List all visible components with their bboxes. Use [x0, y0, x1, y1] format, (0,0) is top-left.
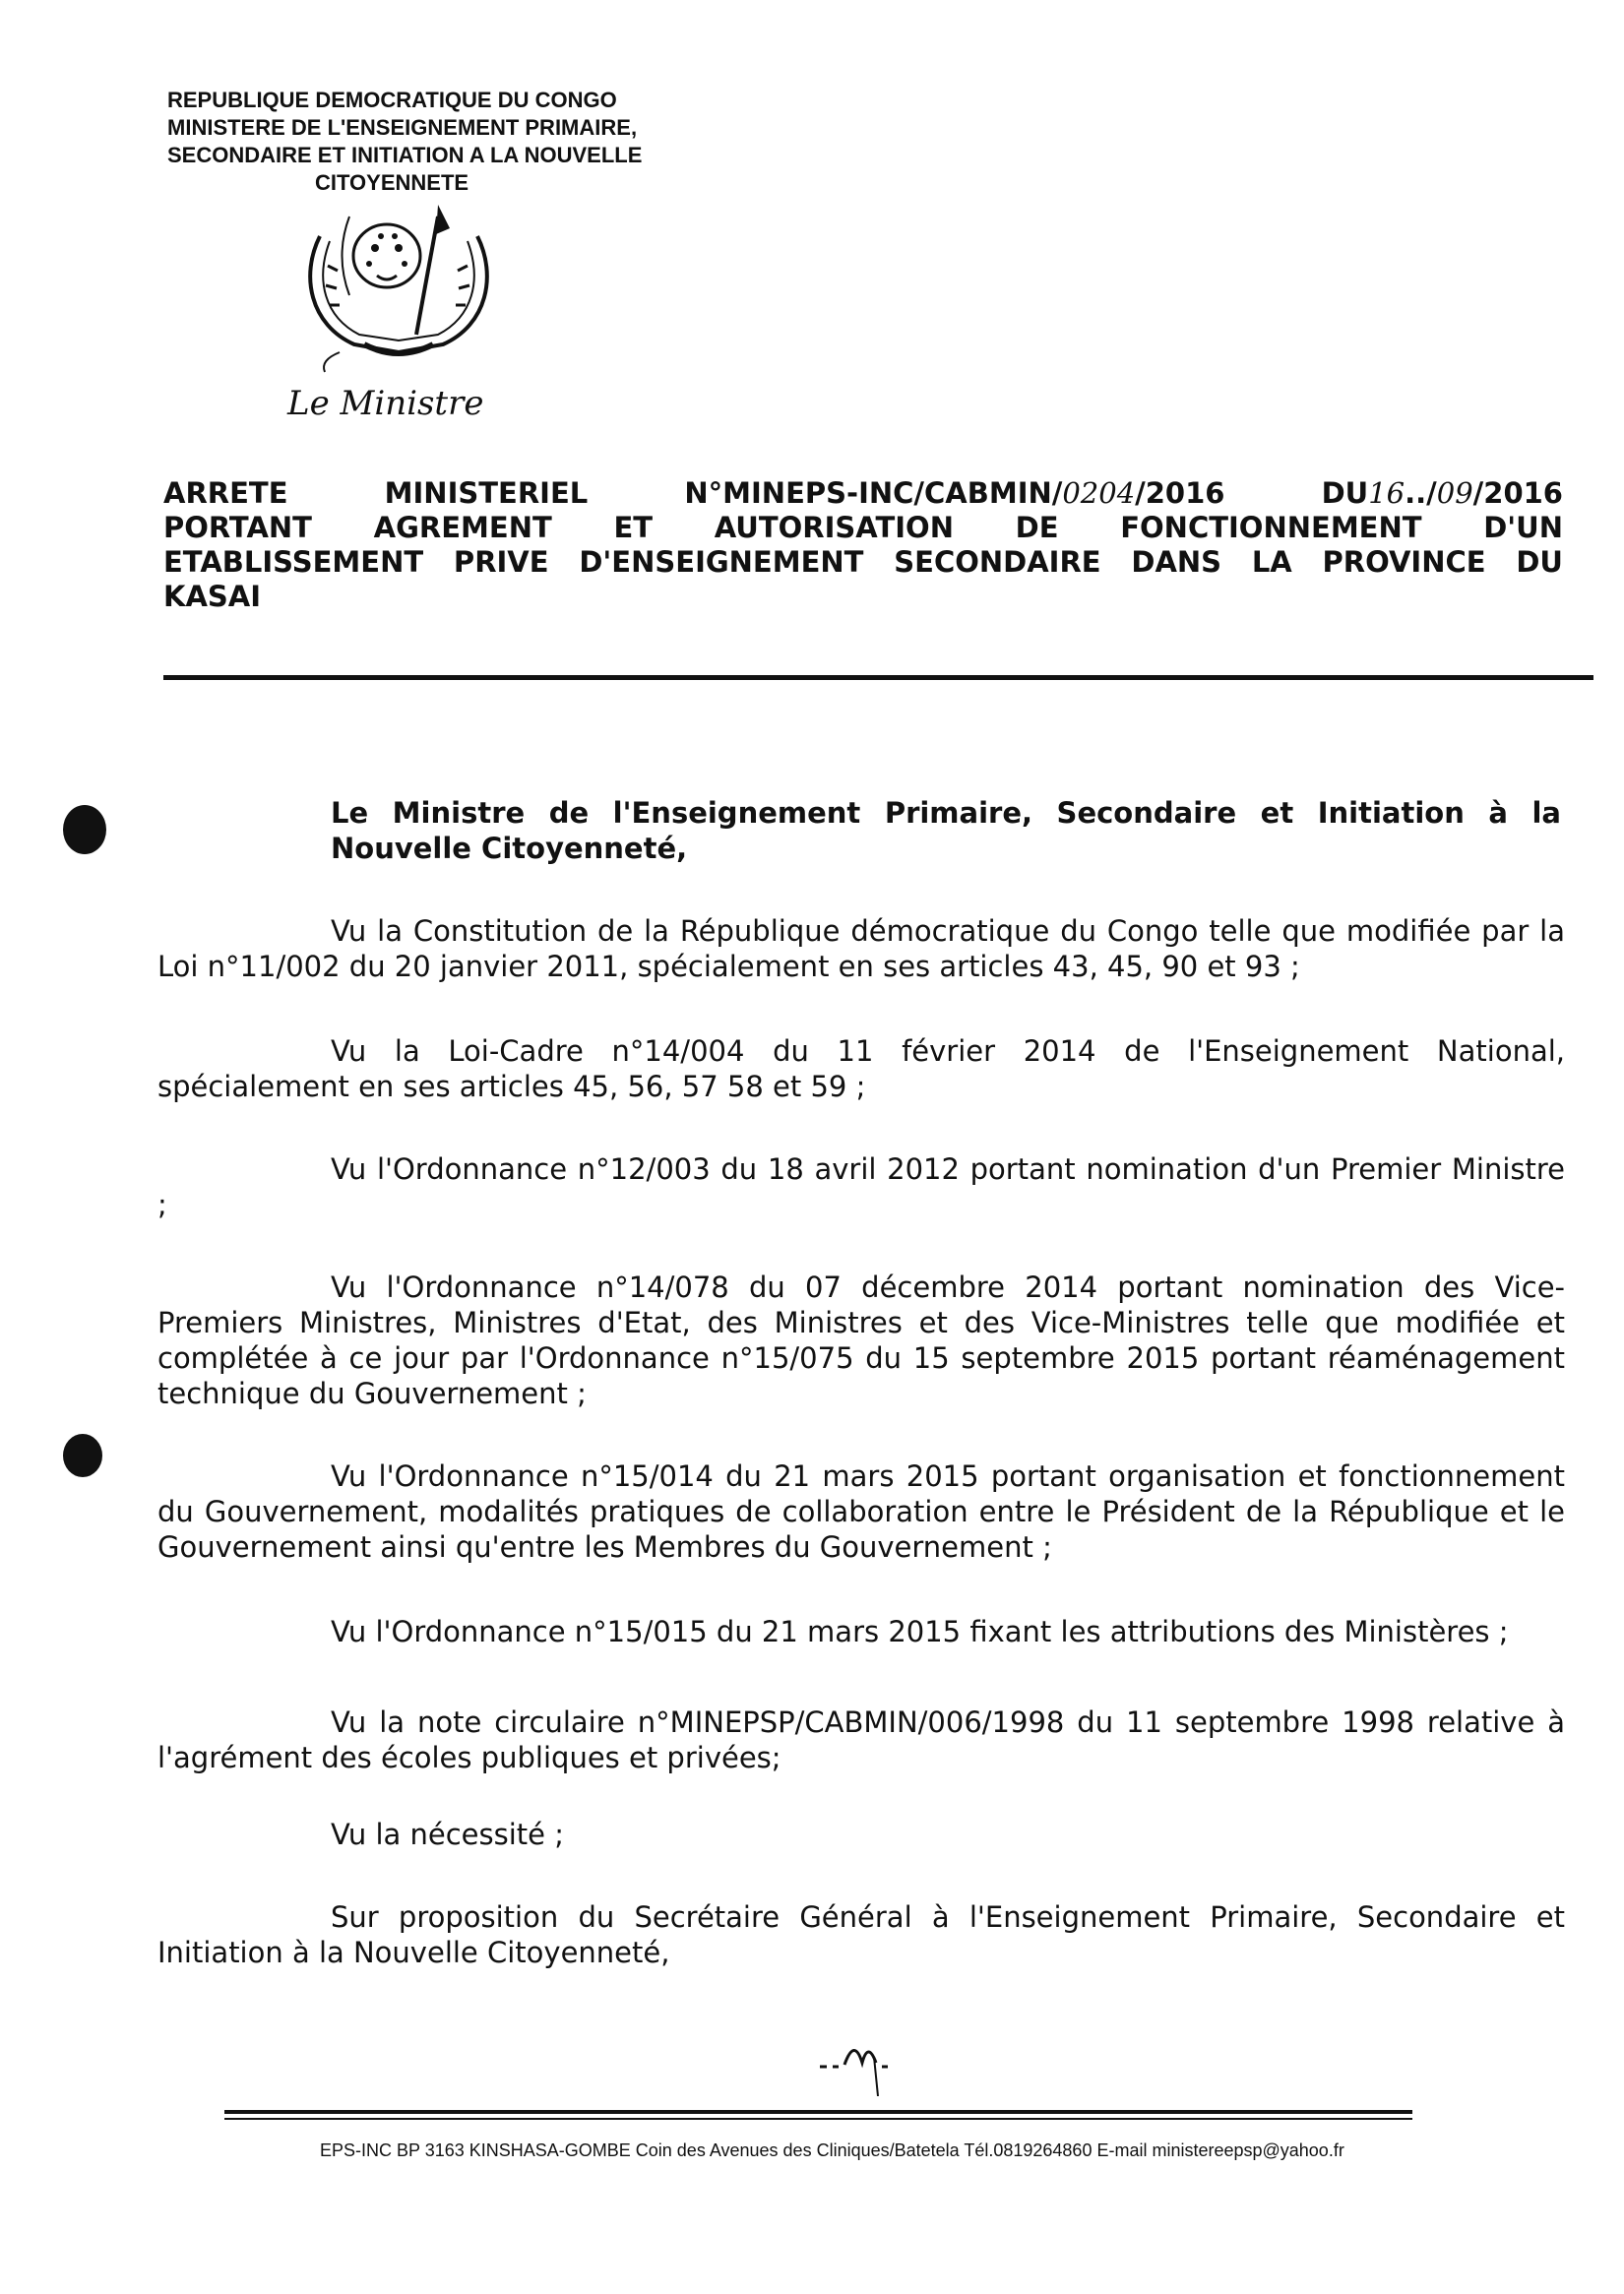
preamble-item-ordonnance-organisation: Vu l'Ordonnance n°15/014 du 21 mars 2015 portant organisation et fonctionnement du Gouvernement, modalités pratiques de collaboration entre le Président de la République et le Gouvernement ainsi qu'entre les Membres du Gouvernement ; — [157, 1459, 1565, 1564]
decree-number-handwritten: 0204 — [1062, 476, 1136, 510]
footer-contact: EPS-INC BP 3163 KINSHASA-GOMBE Coin des Avenues des Cliniques/Batetela Tél.0819264860 E-mail ministereepsp@yahoo.fr — [320, 2140, 1344, 2160]
letterhead-line-citizenship: CITOYENNETE — [315, 170, 469, 195]
coat-of-arms-leopard-icon — [281, 197, 517, 374]
decree-date: DU16../09/2016 — [1321, 476, 1563, 510]
decree-date-day: 16 — [1368, 476, 1405, 510]
letterhead — [167, 87, 718, 197]
preamble-item-constitution: Vu la Constitution de la République démocratique du Congo telle que modifiée par la Loi n°11/002 du 20 janvier 2011, spécialement en ses articles 43, 45, 90 et 93 ; — [157, 914, 1565, 983]
footer-divider-thin — [224, 2118, 1412, 2120]
letterhead-line-republic: REPUBLIQUE DEMOCRATIQUE DU CONGO — [167, 88, 617, 112]
decree-title-line-4: KASAI — [163, 580, 262, 613]
preamble-item-note-circulaire: Vu la note circulaire n°MINEPSP/CABMIN/006/1998 du 11 septembre 1998 relative à l'agrément des écoles publiques et privées; — [157, 1705, 1565, 1774]
preamble-item-ordonnance-attributions: Vu l'Ordonnance n°15/015 du 21 mars 2015 fixant les attributions des Ministères ; — [331, 1615, 1509, 1648]
preamble-item-proposition: Sur proposition du Secrétaire Général à l'Enseignement Primaire, Secondaire et Initiation à la Nouvelle Citoyenneté, — [157, 1900, 1565, 1969]
letterhead-line-ministry: MINISTERE DE L'ENSEIGNEMENT PRIMAIRE, — [167, 115, 638, 140]
decree-title — [163, 476, 1563, 614]
handwritten-initials — [815, 2027, 904, 2096]
decree-label: ARRETE MINISTERIEL — [163, 476, 589, 510]
decree-reference-line — [163, 476, 1563, 511]
decree-title-line-2: PORTANT AGREMENT ET AUTORISATION DE FONCTIONNEMENT D'UN — [163, 511, 1563, 544]
letterhead-line-ministry-cont: SECONDAIRE ET INITIATION A LA NOUVELLE — [167, 143, 643, 167]
decree-date-month: 09 — [1436, 476, 1473, 510]
decree-number: N°MINEPS-INC/CABMIN/0204/2016 — [684, 476, 1225, 510]
minister-signature-title: Le Ministre — [287, 384, 484, 423]
preamble-item-ordonnance-premier-ministre: Vu l'Ordonnance n°12/003 du 18 avril 2012 portant nomination d'un Premier Ministre ; — [157, 1152, 1565, 1221]
decree-title-line-3: ETABLISSEMENT PRIVE D'ENSEIGNEMENT SECONDAIRE DANS LA PROVINCE DU — [163, 545, 1563, 579]
binder-hole-middle — [63, 1434, 102, 1477]
preamble-item-necessite: Vu la nécessité ; — [331, 1818, 564, 1851]
binder-hole-top — [63, 805, 106, 854]
preamble-intro: Le Ministre de l'Enseignement Primaire, Secondaire et Initiation à la Nouvelle Citoyenneté, — [331, 796, 1561, 865]
preamble-item-loi-cadre: Vu la Loi-Cadre n°14/004 du 11 février 2014 de l'Enseignement National, spécialement en ses articles 45, 56, 57 58 et 59 ; — [157, 1034, 1565, 1103]
footer-divider-thick — [224, 2110, 1412, 2114]
header-divider — [163, 675, 1593, 680]
preamble-item-ordonnance-nomination: Vu l'Ordonnance n°14/078 du 07 décembre 2014 portant nomination des Vice-Premiers Ministres, Ministres d'Etat, des Ministres et des Vice-Ministres telle que modifiée et complétée à ce jour par l'Ordonnance n°15/075 du 15 septembre 2015 portant réaménagement technique du Gouvernement ; — [157, 1271, 1565, 1410]
